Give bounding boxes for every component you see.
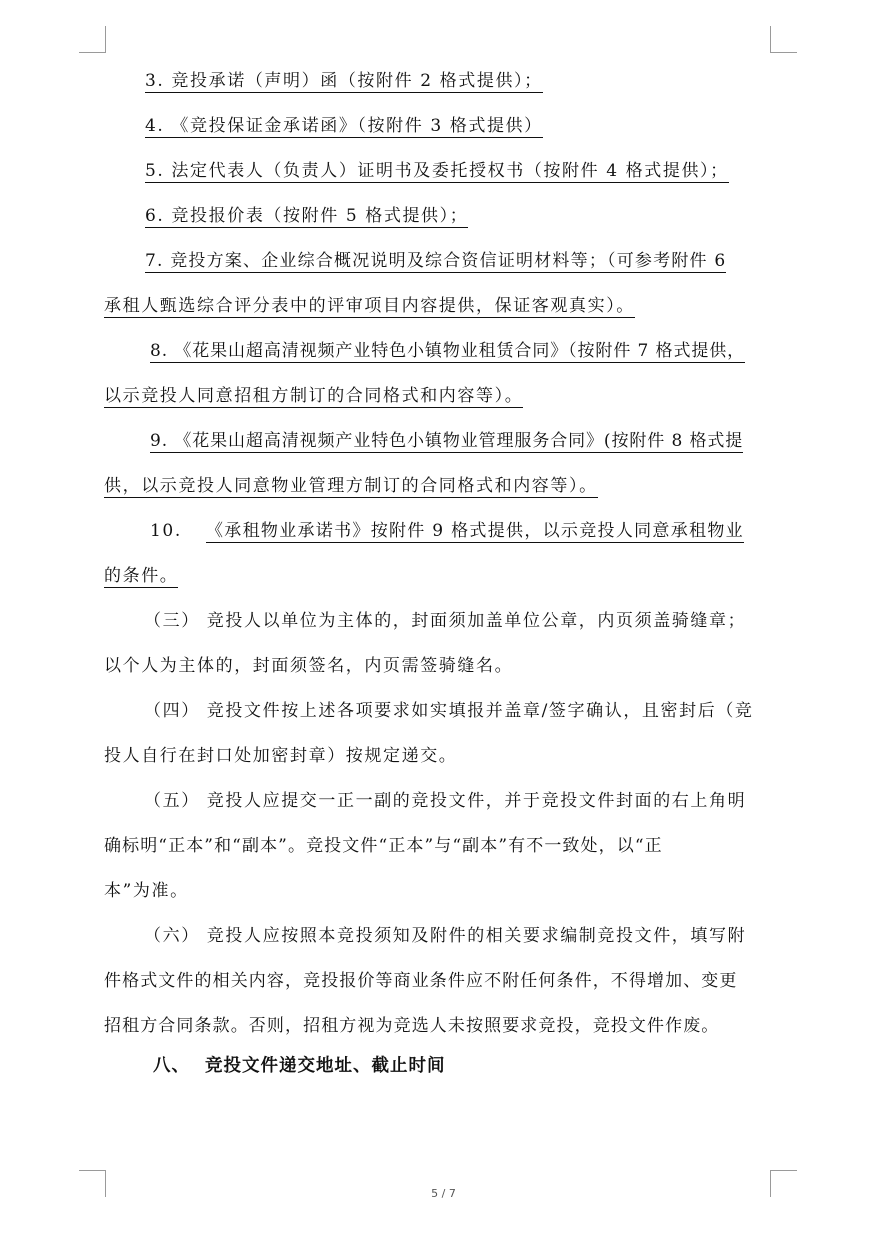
paragraph-6-line-1: （六） 竞投人应按照本竞投须知及附件的相关要求编制竞投文件，填写附 <box>144 926 747 946</box>
section-heading-number: 八、 <box>153 1056 190 1076</box>
list-item-9-line-1: 9. 《花果山超高清视频产业特色小镇物业管理服务合同》(按附件 8 格式提 <box>150 431 744 451</box>
list-item-6: 6. 竞投报价表（按附件 5 格式提供）； <box>145 206 469 226</box>
list-item-10-number: 10. <box>150 521 182 541</box>
paragraph-4-line-2: 投人自行在封口处加密封章）按规定递交。 <box>104 746 458 766</box>
paragraph-4-line-1: （四） 竞投文件按上述各项要求如实填报并盖章/签字确认，且密封后（竞 <box>144 701 754 721</box>
crop-mark-top-right <box>770 26 797 53</box>
paragraph-5-line-3: 本”为准。 <box>104 881 189 901</box>
list-item-5: 5. 法定代表人（负责人）证明书及委托授权书（按附件 4 格式提供）； <box>145 161 729 181</box>
list-item-7-line-1: 7. 竞投方案、企业综合概况说明及综合资信证明材料等；（可参考附件 6 <box>145 251 727 271</box>
list-item-3: 3. 竞投承诺（声明）函（按附件 2 格式提供）； <box>145 71 543 91</box>
paragraph-6-line-2: 件格式文件的相关内容，竞投报价等商业条件应不附任何条件，不得增加、变更 <box>104 971 738 991</box>
list-item-7-line-2: 承租人甄选综合评分表中的评审项目内容提供，保证客观真实）。 <box>104 296 635 316</box>
list-item-9-line-2: 供，以示竞投人同意物业管理方制订的合同格式和内容等）。 <box>104 476 598 496</box>
list-item-4: 4. 《竞投保证金承诺函》（按附件 3 格式提供） <box>145 116 543 136</box>
page-number: 5 / 7 <box>431 1187 456 1200</box>
paragraph-5-line-1: （五） 竞投人应提交一正一副的竞投文件，并于竞投文件封面的右上角明 <box>144 791 747 811</box>
paragraph-3-line-1: （三） 竞投人以单位为主体的，封面须加盖单位公章，内页须盖骑缝章； <box>144 611 747 631</box>
paragraph-6-line-3: 招租方合同条款。否则，招租方视为竞选人未按照要求竞投，竞投文件作废。 <box>104 1016 720 1036</box>
list-item-8-line-2: 以示竞投人同意招租方制订的合同格式和内容等）。 <box>104 386 524 406</box>
paragraph-5-line-2: 确标明“正本”和“副本”。竞投文件“正本”与“副本”有不一致处，以“正 <box>104 836 663 856</box>
list-item-8-line-1: 8. 《花果山超高清视频产业特色小镇物业租赁合同》（按附件 7 格式提供， <box>150 341 746 361</box>
section-heading-8 <box>153 1054 446 1078</box>
section-heading-text: 竞投文件递交地址、截止时间 <box>205 1056 446 1076</box>
paragraph-3-line-2: 以个人为主体的，封面须签名，内页需签骑缝名。 <box>104 656 514 676</box>
list-item-10-line-1: 《承租物业承诺书》按附件 9 格式提供，以示竞投人同意承租物业 <box>206 521 744 541</box>
crop-mark-top-left <box>79 26 106 53</box>
list-item-10-line-2: 的条件。 <box>104 566 179 586</box>
